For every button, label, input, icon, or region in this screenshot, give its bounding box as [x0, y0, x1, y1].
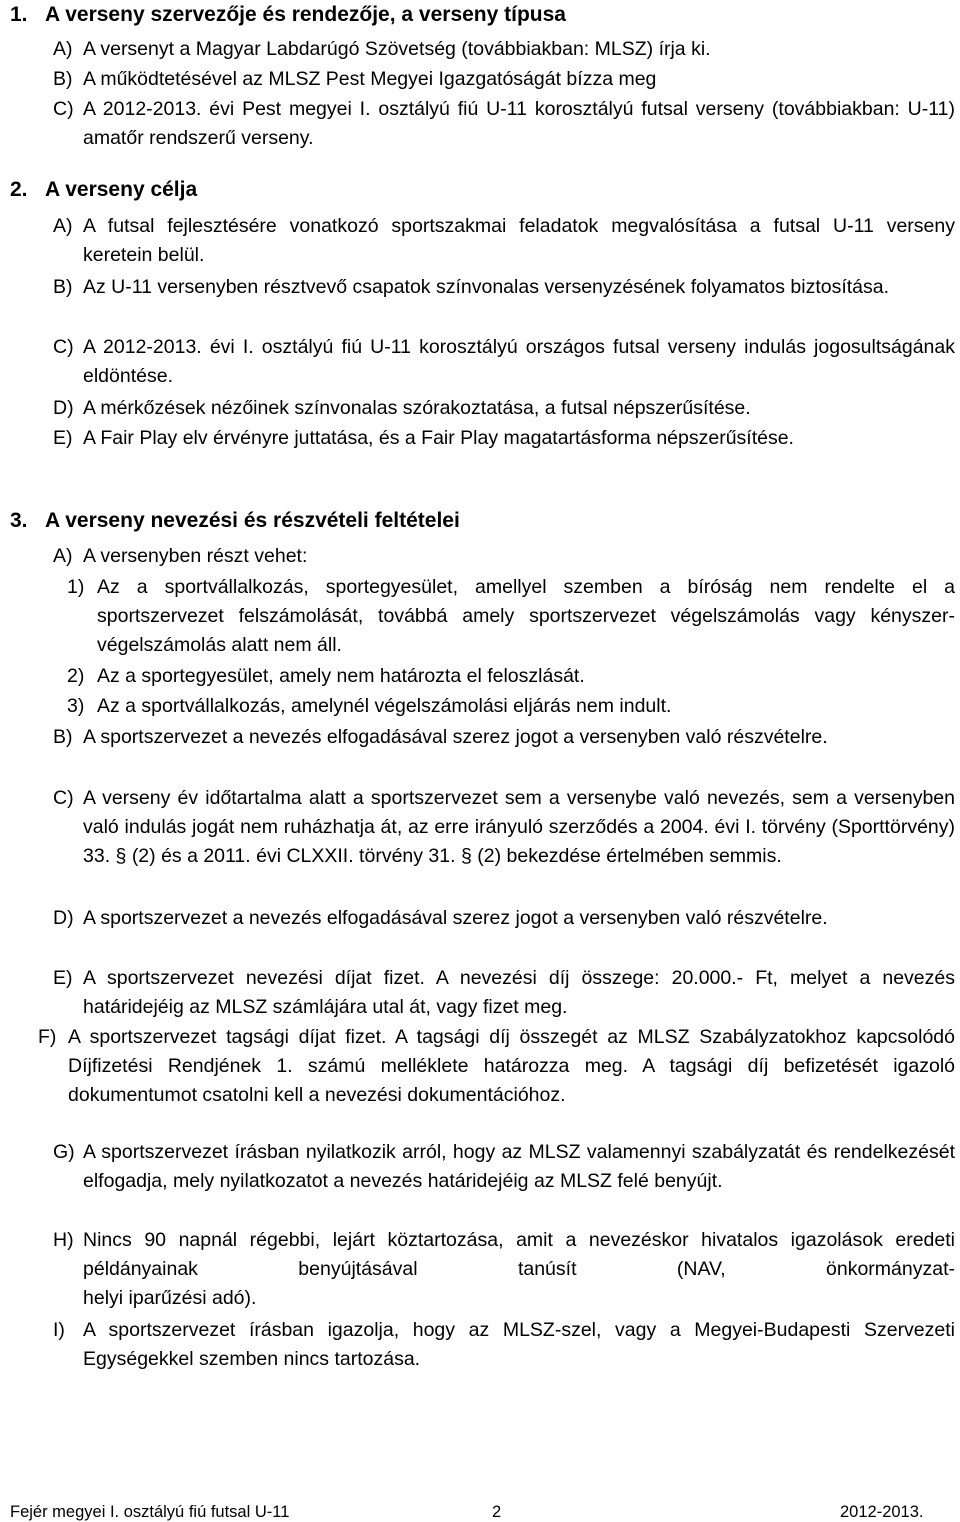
- item-text: A sportszervezet tagsági díjat fizet. A tagsági díj összegét az MLSZ Szabályzatokhoz kapcsolódó Díjfizetési Rendjének 1. számú melléklete határozza meg. A tagsági díj befizetését igazoló dokumentumot csatolni kell a nevezési dokumentációhoz.: [68, 1026, 955, 1107]
- footer-page-number: 2: [492, 1503, 502, 1521]
- section-sign: §: [460, 845, 472, 868]
- item-label: C): [53, 336, 74, 358]
- item-label: A): [53, 215, 73, 237]
- item-label: 3): [67, 695, 85, 717]
- item-text: [83, 784, 955, 872]
- item-label: B): [53, 68, 73, 90]
- section-1-item-b: [53, 65, 953, 94]
- section-3-item-e: [53, 964, 955, 1022]
- item-text: Az a sportvállalkozás, amelynél végelszámolási eljárás nem indult.: [97, 695, 672, 717]
- item-text: A sportszervezet írásban igazolja, hogy az MLSZ-szel, vagy a Megyei-Budapesti Szervezeti Egységekkel szemben nincs tartozása.: [83, 1319, 955, 1371]
- section-number: 3.: [10, 509, 28, 532]
- section-3-subitem-1: [67, 573, 955, 661]
- item-text: A mérkőzések nézőinek színvonalas szórakoztatása, a futsal népszerűsítése.: [83, 397, 751, 419]
- item-text: A versenyben részt vehet:: [83, 545, 308, 567]
- footer-right: 2012-2013.: [840, 1503, 924, 1521]
- text-part: (2) bekezdése értelmében semmis.: [477, 845, 782, 868]
- item-text: A sportszervezet írásban nyilatkozik arról, hogy az MLSZ valamennyi szabályzatát és rendelkezését elfogadja, mely nyilatkozatot a nevezés határidejéig az MLSZ felé benyújt.: [83, 1141, 955, 1193]
- item-label: G): [53, 1141, 75, 1163]
- item-label: 2): [67, 665, 85, 687]
- footer-left: Fejér megyei I. osztályú fiú futsal U-11: [10, 1503, 290, 1521]
- section-2-item-c: [53, 333, 955, 391]
- section-2-item-b: [53, 273, 955, 302]
- section-1-item-c: [53, 95, 955, 153]
- section-3-item-f: [38, 1023, 955, 1111]
- item-text: A versenyt a Magyar Labdarúgó Szövetség (továbbiakban: MLSZ) írja ki.: [83, 38, 711, 60]
- item-label: F): [38, 1026, 57, 1048]
- section-3-item-d: [53, 904, 955, 933]
- item-text: Az a sportegyesület, amely nem határozta el feloszlását.: [97, 665, 585, 687]
- section-3-item-b: [53, 723, 955, 752]
- item-label: A): [53, 545, 73, 567]
- item-label: 1): [67, 576, 85, 598]
- section-3-item-g: [53, 1138, 955, 1196]
- section-2-item-e: [53, 424, 955, 453]
- item-label: E): [53, 967, 73, 989]
- section-3-item-c: [53, 784, 955, 872]
- item-text: A sportszervezet a nevezés elfogadásával szerez jogot a versenyben való részvételre.: [83, 726, 828, 748]
- item-label: H): [53, 1229, 74, 1251]
- section-3-item-a: [53, 542, 955, 571]
- item-text: A 2012-2013. évi Pest megyei I. osztályú fiú U-11 korosztályú futsal verseny (továbbiakban: U-11) amatőr rendszerű verseny.: [83, 98, 955, 150]
- item-text: Az U-11 versenyben résztvevő csapatok színvonalas versenyzésének folyamatos biztosítása.: [83, 276, 890, 298]
- text-part: A verseny év időtartalma alatt a sportszervezet sem a versenybe való nevezés, sem a versenyben való indulás jogát nem ruházhatja át, az erre irányuló szerződés a 2004. évi I. törvény (Sporttörvény) 33.: [83, 787, 955, 868]
- section-sign: §: [115, 845, 127, 868]
- item-label: A): [53, 38, 73, 60]
- section-2-heading: [10, 175, 197, 204]
- section-3-subitem-2: [67, 662, 955, 691]
- section-number: 1.: [10, 3, 28, 26]
- section-number: 2.: [10, 178, 28, 201]
- section-title: A verseny célja: [45, 178, 198, 201]
- section-3-heading: [10, 506, 460, 535]
- item-label: E): [53, 427, 73, 449]
- item-label: D): [53, 397, 74, 419]
- item-text: Az a sportvállalkozás, sportegyesület, amellyel szemben a bíróság nem rendelte el a sportszervezet felszámolását, továbbá amely sportszervezet végelszámolás vagy kényszer-végelszámolás alatt nem áll.: [97, 576, 955, 657]
- item-text: A sportszervezet nevezési díjat fizet. A nevezési díj összege: 20.000.- Ft, melyet a nevezés határidejéig az MLSZ számlájára utal át, vagy fizet meg.: [83, 967, 955, 1019]
- item-label: I): [53, 1319, 65, 1341]
- item-text: A Fair Play elv érvényre juttatása, és a Fair Play magatartásforma népszerűsítése.: [83, 427, 794, 449]
- section-2-item-d: [53, 394, 955, 423]
- section-3-item-h: [53, 1226, 955, 1314]
- item-text: A futsal fejlesztésére vonatkozó sportszakmai feladatok megvalósítása a futsal U-11 verseny keretein belül.: [83, 215, 955, 267]
- item-text: A 2012-2013. évi I. osztályú fiú U-11 korosztályú országos futsal verseny indulás jogosultságának eldöntése.: [83, 336, 955, 388]
- item-text-line: helyi iparűzési adó).: [83, 1287, 257, 1310]
- section-2-item-a: [53, 212, 955, 270]
- item-label: B): [53, 276, 73, 298]
- section-3-subitem-3: [67, 692, 955, 721]
- item-label: D): [53, 907, 74, 929]
- text-part: (2) és a 2011. évi CLXXII. törvény 31.: [131, 845, 456, 868]
- item-label: B): [53, 726, 73, 748]
- section-1-item-a: [53, 35, 953, 64]
- item-label: C): [53, 98, 74, 120]
- item-label: C): [53, 787, 74, 809]
- section-title: A verseny szervezője és rendezője, a verseny típusa: [45, 3, 566, 26]
- section-title: A verseny nevezési és részvételi feltételei: [45, 509, 460, 532]
- item-text: A működtetésével az MLSZ Pest Megyei Igazgatóságát bízza meg: [83, 68, 657, 90]
- item-text-line: Nincs 90 napnál régebbi, lejárt köztartozása, amit a nevezéskor hivatalos igazolások eredeti példányainak benyújtásával tanúsít (NAV, önkormányzat-: [83, 1229, 955, 1281]
- item-text: A sportszervezet a nevezés elfogadásával szerez jogot a versenyben való részvételre.: [83, 907, 828, 929]
- section-3-item-i: [53, 1316, 955, 1374]
- section-1-heading: [10, 0, 566, 29]
